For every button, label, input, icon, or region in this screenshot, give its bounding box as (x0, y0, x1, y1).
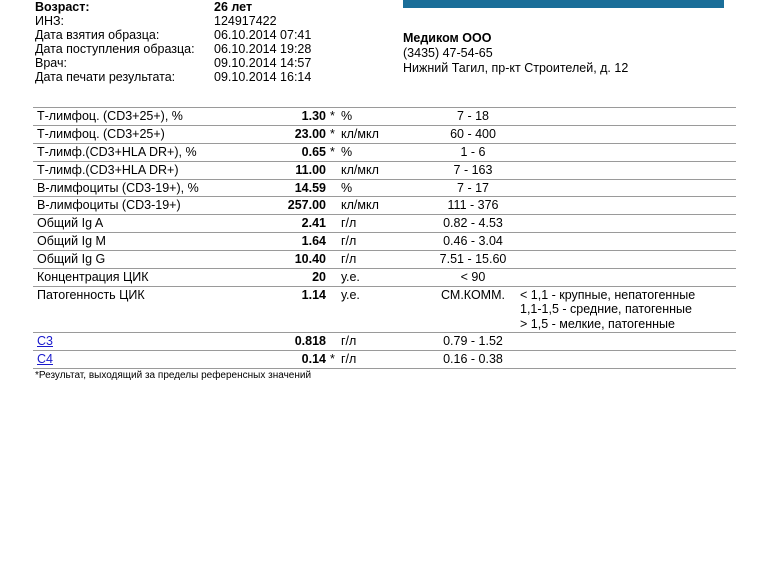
result-unit: % (341, 109, 353, 123)
result-reference: 0.16 - 0.38 (443, 351, 503, 366)
result-unit: у.е. (341, 287, 360, 302)
printed-label: Дата печати результата: (35, 70, 176, 84)
result-name: Концентрация ЦИК (37, 270, 149, 285)
result-reference: < 90 (460, 270, 486, 285)
lab-address: Нижний Тагил, пр-кт Строителей, д. 12 (403, 61, 629, 75)
lab-name: Медиком ООО (403, 31, 492, 45)
result-comment (520, 288, 695, 332)
result-value: 20 (312, 270, 326, 285)
result-flag: * (330, 126, 335, 141)
table-row (33, 197, 736, 215)
result-unit: г/л (341, 234, 357, 249)
result-value: 2.41 (301, 216, 326, 231)
result-unit: кл/мкл (341, 162, 379, 177)
result-unit: кл/мкл (341, 198, 379, 213)
result-value: 0.14 (301, 351, 326, 366)
result-value: 10.40 (294, 252, 326, 267)
result-name-link[interactable]: C4 (37, 351, 53, 366)
table-row (33, 251, 736, 269)
result-name: В-лимфоциты (CD3-19+) (37, 198, 181, 213)
result-comment-line: 1,1-1,5 - средние, патогенные (520, 302, 692, 317)
result-reference: 0.79 - 1.52 (443, 333, 503, 348)
result-name: Общий Ig A (37, 216, 104, 231)
result-reference: 111 - 376 (447, 198, 499, 213)
result-reference: 60 - 400 (450, 126, 496, 141)
result-value: 23.00 (294, 126, 326, 141)
table-row (33, 333, 736, 351)
result-value: 0.65 (301, 144, 326, 159)
table-row (33, 287, 736, 333)
table-row (33, 269, 736, 287)
sample-taken-value: 06.10.2014 07:41 (214, 28, 312, 42)
result-name-link[interactable]: C3 (37, 333, 53, 348)
lab-info (403, 31, 628, 76)
result-value: 11.00 (295, 162, 326, 177)
doctor-label: Врач: (35, 56, 67, 70)
header-accent-bar (403, 0, 724, 8)
result-flag: * (330, 351, 335, 366)
result-unit: у.е. (341, 270, 360, 285)
result-reference: 7.51 - 15.60 (439, 252, 507, 267)
sample-taken-label: Дата взятия образца: (35, 28, 160, 42)
sample-received-label: Дата поступления образца: (35, 42, 195, 56)
result-name: Т-лимф.(CD3+HLA DR+) (37, 162, 179, 177)
result-value: 257.00 (287, 198, 326, 213)
result-reference: СМ.КОММ. (441, 287, 505, 302)
result-unit: кл/мкл (341, 126, 379, 141)
table-row (33, 233, 736, 251)
result-reference: 7 - 163 (453, 162, 493, 177)
result-unit: г/л (341, 252, 357, 267)
result-comment-line: > 1,5 - мелкие, патогенные (520, 316, 675, 331)
result-name: Патогенность ЦИК (37, 287, 145, 302)
result-unit: г/л (341, 351, 357, 366)
footnote: *Результат, выходящий за пределы референсных значений (35, 370, 312, 381)
result-unit: г/л (341, 333, 357, 348)
result-reference: 0.46 - 3.04 (443, 234, 503, 249)
result-name: Т-лимфоц. (CD3+25+), % (37, 109, 183, 123)
table-row (33, 162, 736, 180)
result-flag: * (330, 144, 335, 159)
table-row (33, 215, 736, 233)
age-value: 26 лет (214, 0, 253, 14)
result-unit: % (341, 144, 353, 159)
results-table (33, 107, 736, 369)
result-unit: % (341, 180, 353, 195)
result-comment-line: < 1,1 - крупные, непатогенные (520, 287, 696, 302)
age-label: Возраст: (35, 0, 90, 14)
result-value: 14.59 (294, 180, 326, 195)
table-row (33, 180, 736, 198)
result-unit: г/л (341, 216, 357, 231)
result-value: 1.14 (301, 287, 326, 302)
result-value: 0.818 (294, 333, 326, 348)
result-reference: 7 - 18 (457, 109, 489, 123)
result-name: В-лимфоциты (CD3-19+), % (37, 180, 199, 195)
result-value: 1.30 (301, 109, 326, 123)
result-reference: 1 - 6 (460, 144, 486, 159)
lab-phone: (3435) 47-54-65 (403, 46, 493, 60)
result-name: Т-лимф.(CD3+HLA DR+), % (37, 144, 197, 159)
table-row (33, 126, 736, 144)
result-reference: 0.82 - 4.53 (443, 216, 503, 231)
result-value: 1.64 (301, 234, 326, 249)
table-row (33, 351, 736, 369)
table-row (33, 144, 736, 162)
inz-value: 124917422 (214, 14, 277, 28)
result-name: Общий Ig G (37, 252, 106, 267)
printed-value: 09.10.2014 16:14 (214, 70, 312, 84)
result-reference: 7 - 17 (457, 180, 489, 195)
result-flag: * (330, 109, 335, 123)
result-name: Общий Ig M (37, 234, 106, 249)
table-row (33, 108, 736, 126)
result-name: Т-лимфоц. (CD3+25+) (37, 126, 165, 141)
inz-label: ИНЗ: (35, 14, 65, 28)
sample-received-value: 06.10.2014 19:28 (214, 42, 312, 56)
doctor-value: 09.10.2014 14:57 (214, 56, 312, 70)
